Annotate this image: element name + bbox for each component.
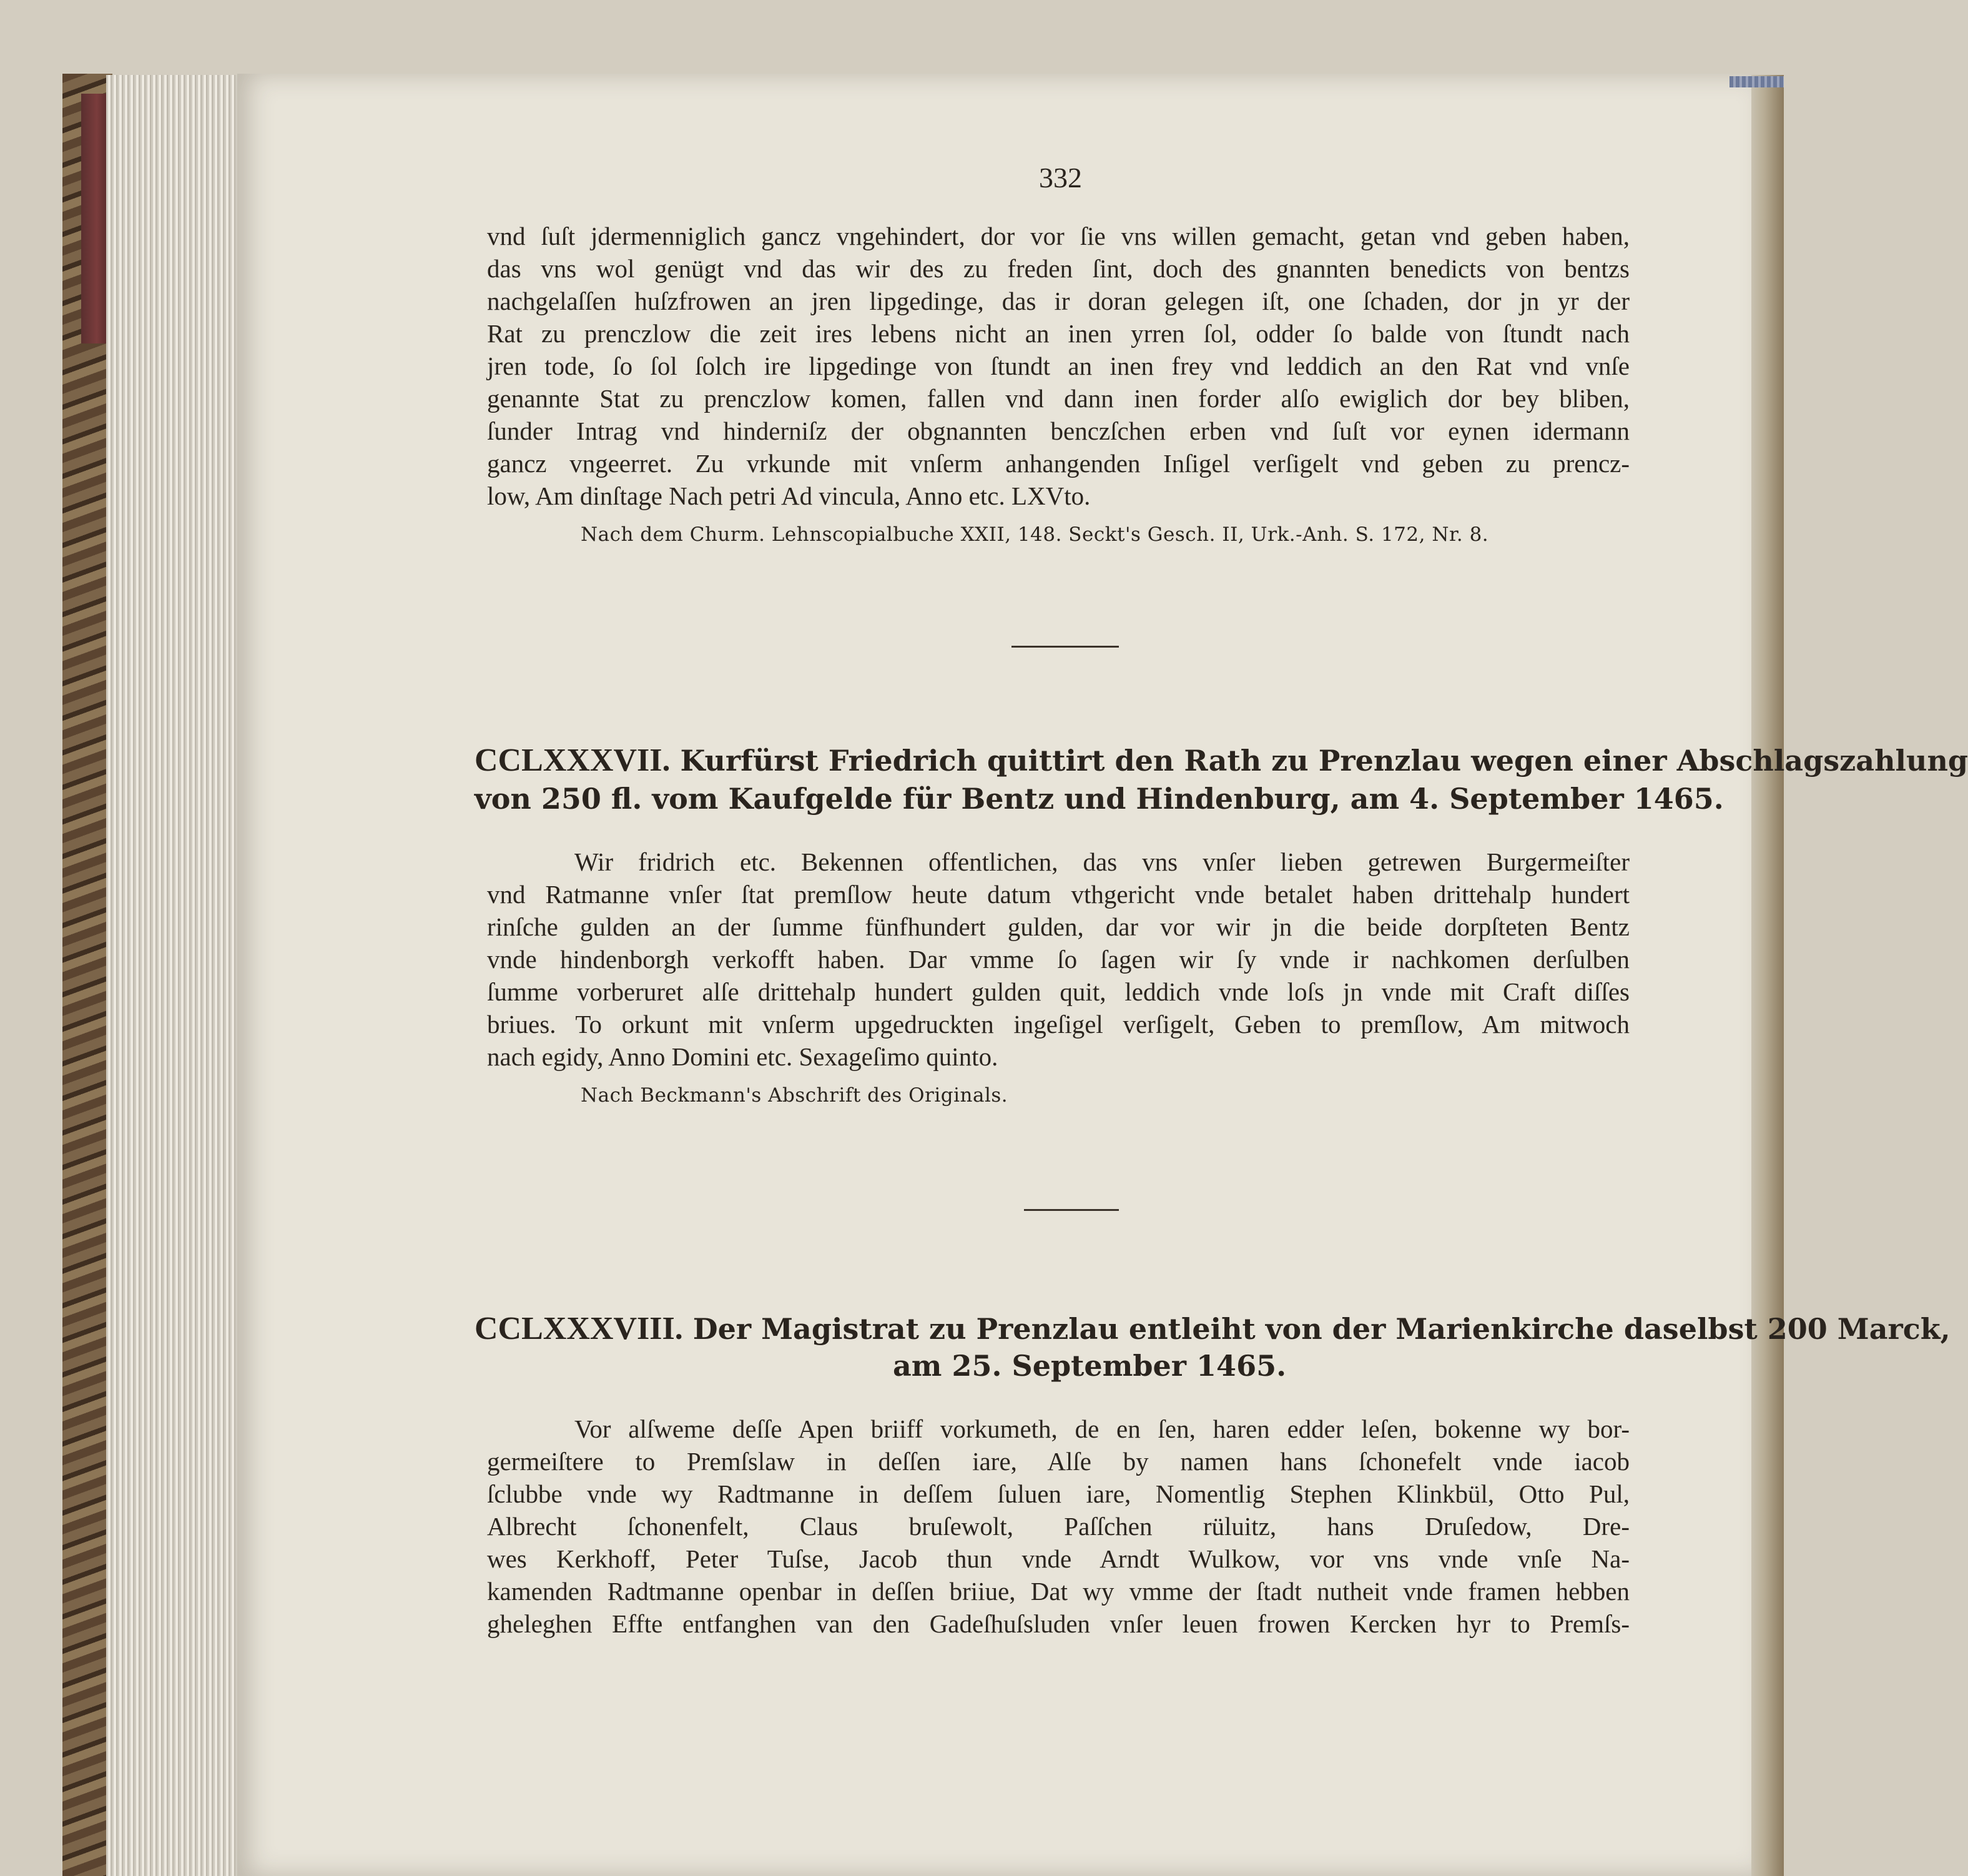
text-line: briues. To orkunt mit vnſerm upgedruckten ingeſigel verſigelt, Geben to premſlow, Am mitwoch — [487, 1010, 1630, 1039]
text-line: ſunder Intrag vnd hinderniſz der obgnannten benczſchen erben vnd ſuſt vor eynen idermann — [487, 417, 1630, 445]
section-divider — [1024, 1209, 1119, 1211]
section-heading-line1 — [475, 742, 1968, 779]
text-line: nach egidy, Anno Domini etc. Sexageſimo quinto. — [487, 1042, 998, 1071]
page-block-edges — [106, 75, 244, 1876]
section-heading-line2: am 25. September 1465. — [893, 1349, 1287, 1383]
color-calibration-strip — [1729, 76, 1784, 87]
text-line: wes Kerkhoff, Peter Tuſse, Jacob thun vnde Arndt Wulkow, vor vns vnde vnſe Na- — [487, 1544, 1630, 1573]
page-number: 332 — [1039, 162, 1082, 194]
section-title: Der Magistrat zu Prenzlau entleiht von der Marienkirche daselbst 200 Marck, — [692, 1312, 1951, 1346]
text-line: gancz vngeerret. Zu vrkunde mit vnſerm anhangenden Inſigel verſigelt vnd geben zu prencz- — [487, 449, 1630, 478]
section-heading-line1 — [475, 1310, 1951, 1347]
text-line: jren tode, ſo ſol ſolch ire lipgedinge von ſtundt an inen frey vnd leddich an den Rat vnd vnſe — [487, 352, 1630, 380]
text-line: low, Am dinſtage Nach petri Ad vincula, Anno etc. LXVto. — [487, 481, 1091, 510]
text-line: vnd Ratmanne vnſer ſtat premſlow heute datum vthgericht vnde betalet haben drittehalp hundert — [487, 880, 1630, 909]
right-page-edge — [1751, 75, 1784, 1876]
section-number: CCLXXXVIII. — [475, 1311, 683, 1346]
text-line: rinſche gulden an der ſumme fünfhundert gulden, dar vor wir jn die beide dorpſteten Bentz — [487, 912, 1630, 941]
text-line: Albrecht ſchonenfelt, Claus bruſewolt, Paſſchen rüluitz, hans Druſedow, Dre- — [487, 1512, 1630, 1541]
text-line: gheleghen Effte entfanghen van den Gadeſhuſsluden vnſer leuen frowen Kercken hyr to Premſs- — [487, 1609, 1630, 1638]
section-heading-line2: von 250 fl. vom Kaufgelde für Bentz und Hindenburg, am 4. September 1465. — [475, 782, 1724, 816]
text-line: nachgelaſſen huſzfrowen an jren lipgedinge, das ir doran gelegen iſt, one ſchaden, dor jn yr der — [487, 287, 1630, 315]
source-note: Nach Beckmann's Abschrift des Originals. — [581, 1084, 1008, 1107]
section-title: Kurfürst Friedrich quittirt den Rath zu Prenzlau wegen einer Abschlagszahlung — [680, 744, 1968, 778]
text-line: ſumme vorberuret alſe drittehalp hundert gulden quit, leddich vnde loſs jn vnde mit Craft diſſes — [487, 977, 1630, 1006]
text-line: Vor alſweme deſſe Apen briiff vorkumeth, de en ſen, haren edder leſen, bokenne wy bor- — [574, 1414, 1630, 1443]
text-line: germeiſtere to Premſslaw in deſſen iare, Alſe by namen hans ſchonefelt vnde iacob — [487, 1447, 1630, 1476]
text-line: genannte Stat zu prenczlow komen, fallen vnd dann inen forder alſo ewiglich dor bey bliben, — [487, 384, 1630, 413]
section-divider — [1011, 646, 1119, 648]
text-line: kamenden Radtmanne openbar in deſſen briiue, Dat wy vmme der ſtadt nutheit vnde framen hebben — [487, 1577, 1630, 1606]
text-line: vnde hindenborgh verkofft haben. Dar vmme ſo ſagen wir ſy vnde ir nachkomen derſulben — [487, 945, 1630, 974]
text-line: vnd ſuſt jdermenniglich gancz vngehindert, dor vor ſie vns willen gemacht, getan vnd geben haben, — [487, 222, 1630, 250]
source-note: Nach dem Churm. Lehnscopialbuche XXII, 148. Seckt's Gesch. II, Urk.-Anh. S. 172, Nr. 8. — [581, 523, 1489, 546]
text-line: ſclubbe vnde wy Radtmanne in deſſem ſuluen iare, Nomentlig Stephen Klinkbül, Otto Pul, — [487, 1479, 1630, 1508]
text-line: Wir fridrich etc. Bekennen offentlichen, das vns vnſer lieben getrewen Burgermeiſter — [574, 847, 1630, 876]
text-line: Rat zu prenczlow die zeit ires lebens nicht an inen yrren ſol, odder ſo balde von ſtundt nach — [487, 319, 1630, 348]
section-number: CCLXXXVII. — [475, 743, 671, 778]
text-line: das vns wol genügt vnd das wir des zu freden ſint, doch des gnannten benedicts von bentzs — [487, 254, 1630, 283]
marbled-cover-edge — [62, 74, 112, 1876]
